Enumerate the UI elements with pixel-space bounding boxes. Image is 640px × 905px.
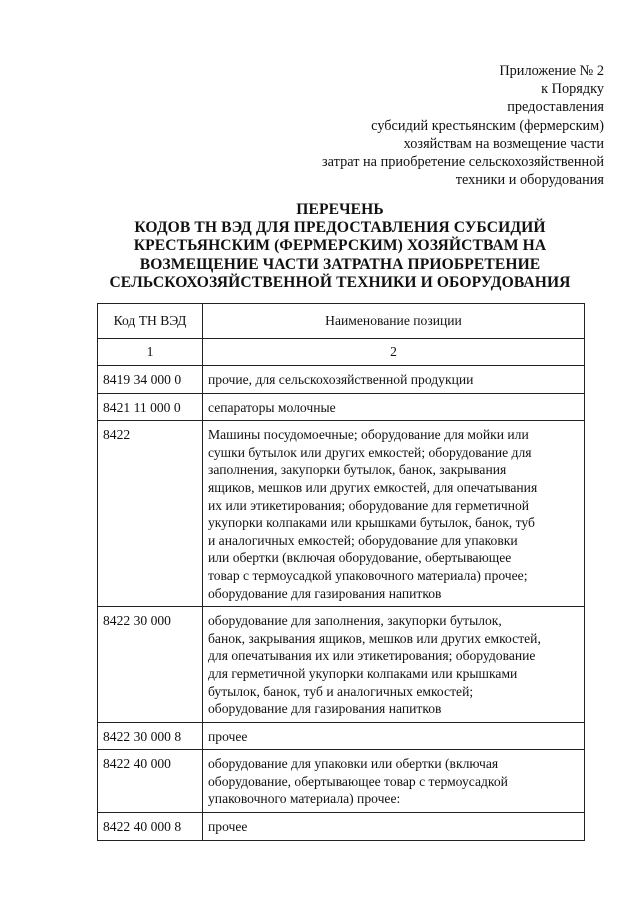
cell-code: 8421 11 000 0: [98, 393, 203, 421]
cell-name: сепараторы молочные: [203, 393, 585, 421]
title-line: КОДОВ ТН ВЭД ДЛЯ ПРЕДОСТАВЛЕНИЯ СУБСИДИЙ: [134, 219, 546, 237]
annex-line: субсидий крестьянским (фермерским): [371, 117, 604, 134]
table-row: [98, 607, 585, 723]
cell-name: оборудование для упаковки или обертки (включая оборудование, обертывающее товар с термоусадкой упаковочного материала) прочее:: [203, 750, 585, 813]
cell-name: прочее: [203, 813, 585, 841]
cell-code: 8422: [98, 421, 203, 607]
cell-name: оборудование для заполнения, закупорки бутылок, банок, закрывания ящиков, мешков или других емкостей, для опечатывания их или этикетирования; оборудование для герметичной укупорки колпаками или крышками бутылок, банок, туб и аналогичных емкостей; оборудование для газирования напитков: [203, 607, 585, 723]
title-line: СЕЛЬСКОХОЗЯЙСТВЕННОЙ ТЕХНИКИ И ОБОРУДОВАНИЯ: [109, 273, 571, 291]
cell-name: Машины посудомоечные; оборудование для мойки или сушки бутылок или других емкостей; оборудование для заполнения, закупорки бутылок, банок, закрывания ящиков, мешков или других емкостей, для опечатывания их или этикетирования; оборудование для герметичной укупорки колпаками или крышками бутылок, банок, туб и аналогичных емкостей; оборудование для упаковки или обертки (включая оборудование, обертывающее товар с термоусадкой упаковочного материала) прочее; оборудование для газирования напитков: [203, 421, 585, 607]
annex-line: к Порядку: [541, 81, 604, 98]
cell-code: 8419 34 000 0: [98, 366, 203, 394]
annex-line: Приложение № 2: [499, 63, 604, 79]
column-number-row: [98, 339, 585, 366]
document-title: [60, 201, 620, 292]
title-line: ПЕРЕЧЕНЬ: [296, 201, 384, 218]
table-row: [98, 813, 585, 841]
title-line: КРЕСТЬЯНСКИМ (ФЕРМЕРСКИМ) ХОЗЯЙСТВАМ НА: [133, 237, 547, 255]
cell-name: прочее: [203, 722, 585, 750]
cell-name: прочие, для сельскохозяйственной продукции: [203, 366, 585, 394]
cell-code: 8422 30 000 8: [98, 722, 203, 750]
table-row: [98, 421, 585, 607]
annex-line: затрат на приобретение сельскохозяйственной: [322, 154, 604, 171]
annex-reference: [274, 62, 604, 189]
cell-code: 8422 30 000: [98, 607, 203, 723]
title-line: ВОЗМЕЩЕНИЕ ЧАСТИ ЗАТРАТНА ПРИОБРЕТЕНИЕ: [139, 255, 541, 273]
table-row: [98, 750, 585, 813]
annex-line: хозяйствам на возмещение части: [403, 135, 604, 152]
table-header-row: [98, 304, 585, 339]
cell-code: 8422 40 000: [98, 750, 203, 813]
header-code: Код ТН ВЭД: [98, 304, 203, 339]
header-name: Наименование позиции: [203, 304, 585, 339]
table-row: [98, 722, 585, 750]
cell-code: 8422 40 000 8: [98, 813, 203, 841]
table-row: [98, 393, 585, 421]
column-number: 2: [203, 339, 585, 366]
annex-line: техники и оборудования: [455, 172, 604, 189]
codes-table: [97, 303, 585, 841]
column-number: 1: [98, 339, 203, 366]
table-row: [98, 366, 585, 394]
annex-line: предоставления: [507, 99, 604, 116]
